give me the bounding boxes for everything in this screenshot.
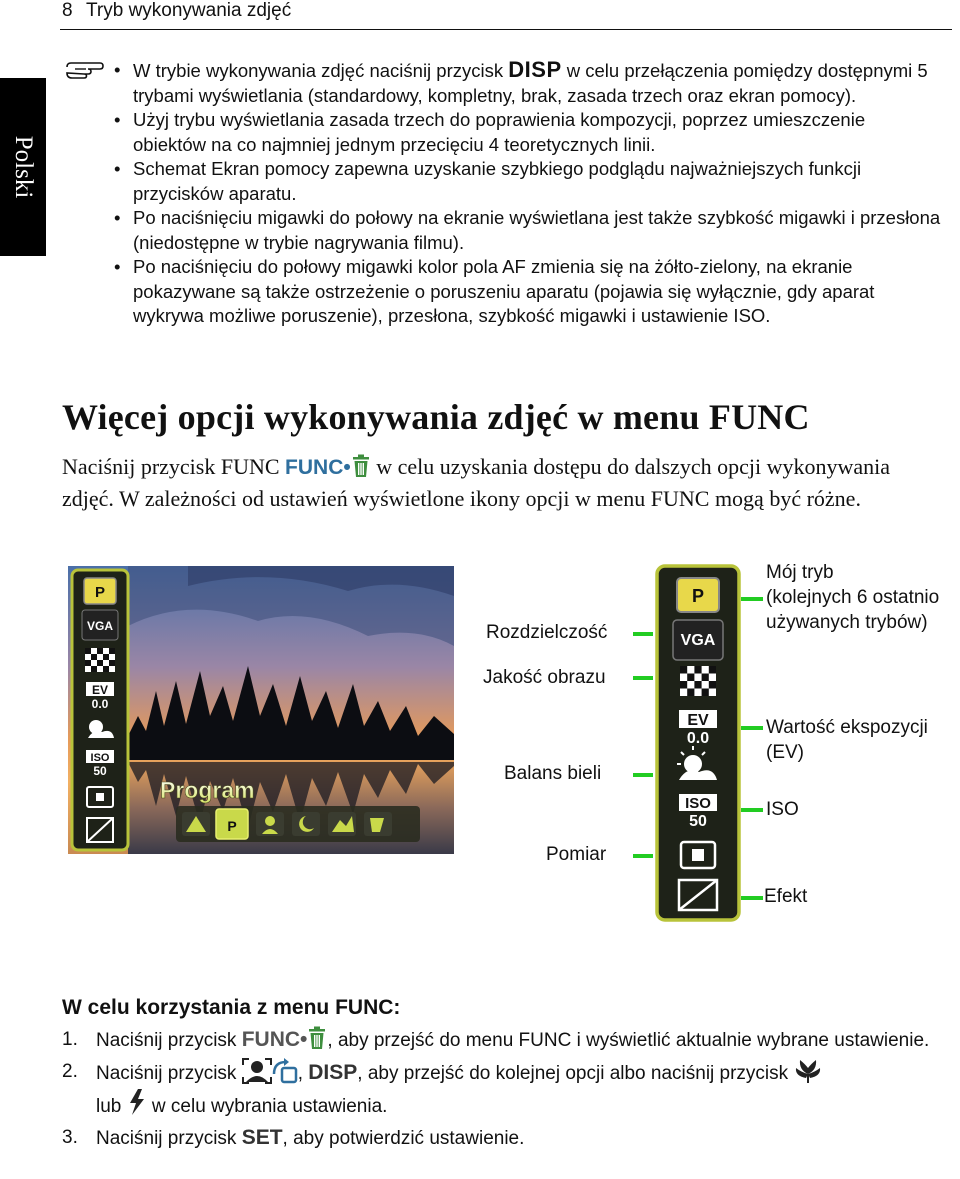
page-number: 8 bbox=[62, 0, 73, 21]
mode-label: Program bbox=[160, 777, 255, 803]
leader-resolution bbox=[633, 632, 653, 636]
howto-steps bbox=[62, 1024, 942, 1154]
list-item: 2. Naciśnij przycisk , DISP, aby przejść do kolejnej opcji albo naciśnij przycisk lub w celu wybrania ustawienia. bbox=[62, 1056, 942, 1122]
svg-text:50: 50 bbox=[93, 764, 107, 778]
list-item: • W trybie wykonywania zdjęć naciśnij przycisk DISP w celu przełączenia pomiędzy dostępnymi 5 trybami wyświetlania (standardowy, kompletny, brak, zasada trzech oraz ekran pomocy). bbox=[112, 58, 942, 108]
leader-white-balance bbox=[633, 773, 653, 777]
macro-flower-icon bbox=[793, 1056, 823, 1084]
label-resolution: Rozdzielczość bbox=[486, 622, 608, 643]
pointing-hand-icon bbox=[64, 58, 106, 80]
svg-text:P: P bbox=[227, 818, 237, 834]
leader-metering bbox=[633, 854, 653, 858]
list-item: • Użyj trybu wyświetlania zasada trzech do poprawienia kompozycji, poprzez umieszczenie obiektów na co najmniej jednym przecięciu 4 teoretycznych linii. bbox=[112, 108, 942, 157]
list-item: • Schemat Ekran pomocy zapewna uzyskanie szybkiego podglądu najważniejszych funkcji przycisków aparatu. bbox=[112, 157, 942, 206]
language-tab-label: Polski bbox=[10, 135, 37, 199]
svg-text:VGA: VGA bbox=[86, 619, 114, 633]
howto-title: W celu korzystania z menu FUNC: bbox=[62, 996, 401, 1019]
trash-icon bbox=[351, 453, 371, 479]
label-quality: Jakość obrazu bbox=[483, 667, 606, 688]
label-metering: Pomiar bbox=[546, 844, 607, 865]
svg-text:P: P bbox=[94, 584, 106, 601]
list-item: • Po naciśnięciu migawki do połowy na ekranie wyświetlana jest także szybkość migawki i przesłona (niedostępne w trybie nagrywania filmu). bbox=[112, 206, 942, 255]
svg-text:ISO: ISO bbox=[90, 752, 110, 764]
leader-iso bbox=[741, 808, 763, 812]
func-menu-diagram bbox=[655, 564, 741, 922]
flash-icon bbox=[127, 1089, 147, 1117]
iso-label: ISO bbox=[685, 795, 711, 812]
iso-value: 50 bbox=[689, 813, 707, 830]
page-header bbox=[60, 0, 952, 30]
language-tab bbox=[0, 78, 46, 256]
ev-value: 0.0 bbox=[686, 730, 710, 747]
svg-text:0.0: 0.0 bbox=[91, 697, 109, 711]
rotate-icon bbox=[272, 1058, 298, 1084]
leader-quality bbox=[633, 676, 653, 680]
label-effect: Efekt bbox=[764, 886, 808, 907]
mode-p-label: P bbox=[691, 586, 705, 606]
list-item: • Po naciśnięciu do połowy migawki kolor pola AF zmienia się na żółto-zielony, na ekranie pokazywane są także ostrzeżenie o poruszeniu aparatu (pojawia się wyłącznie, gdy aparat wykrywa możliwe poruszenie), przesłona, szybkość migawki i ustawienie ISO. bbox=[112, 255, 942, 329]
func-key-label: FUNC bbox=[285, 456, 344, 479]
svg-text:EV: EV bbox=[91, 683, 109, 697]
label-my-mode: Mój tryb (kolejnych 6 ostatnio używanych trybów) bbox=[766, 562, 940, 633]
camera-screen-photo bbox=[68, 566, 454, 854]
label-exposure: Wartość ekspozycji (EV) bbox=[766, 717, 928, 763]
func-key-label: FUNC bbox=[241, 1028, 301, 1051]
label-white-balance: Balans bieli bbox=[504, 763, 602, 784]
leader-effect bbox=[741, 896, 763, 900]
leader-my-mode bbox=[741, 597, 763, 601]
page-header-title: Tryb wykonywania zdjęć bbox=[86, 0, 292, 21]
section-title: Więcej opcji wykonywania zdjęć w menu FUNC bbox=[62, 397, 810, 437]
notes-list bbox=[112, 58, 942, 329]
resolution-value: VGA bbox=[680, 632, 716, 649]
set-key-label: SET bbox=[241, 1126, 283, 1149]
disp-key-label: DISP bbox=[308, 1061, 358, 1084]
list-item: 1. Naciśnij przycisk FUNC• , aby przejść do menu FUNC i wyświetlić aktualnie wybrane ustawienie. bbox=[62, 1024, 942, 1056]
list-item: 3. Naciśnij przycisk SET, aby potwierdzić ustawienie. bbox=[62, 1126, 525, 1149]
disp-key-label: DISP bbox=[508, 57, 562, 82]
ev-label: EV bbox=[687, 712, 709, 729]
label-iso: ISO bbox=[766, 799, 799, 820]
section-intro: Naciśnij przycisk FUNC FUNC• w celu uzyskania dostępu do dalszych opcji wykonywania zdjęć. W zależności od ustawień wyświetlone ikony opcji w menu FUNC mogą być różne. bbox=[62, 454, 891, 511]
face-detect-icon bbox=[242, 1058, 272, 1084]
leader-exposure bbox=[741, 726, 763, 730]
trash-icon bbox=[307, 1025, 327, 1051]
